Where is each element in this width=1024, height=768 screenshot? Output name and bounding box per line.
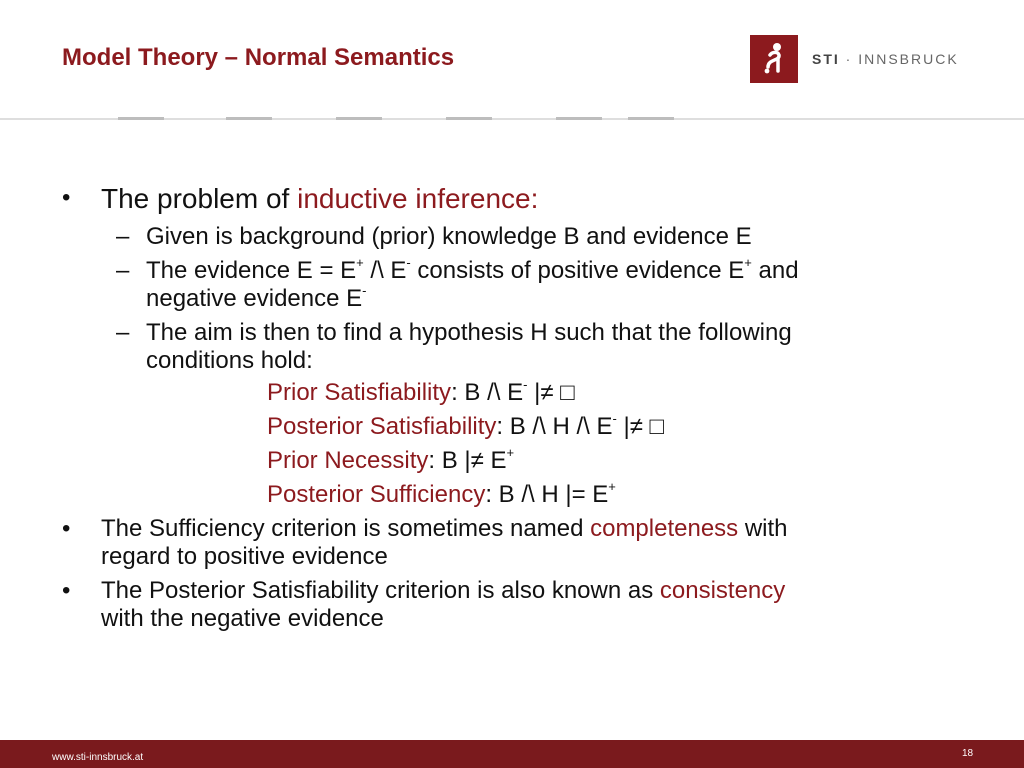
text-fragment: The Posterior Satisfiability criterion is also known as: [101, 577, 660, 604]
condition-posterior-satisfiability: [267, 413, 664, 441]
condition-label: Posterior Sufficiency: [267, 481, 486, 508]
bullet-consistency-line2: with the negative evidence: [101, 605, 384, 632]
sub-evidence-definition: [146, 257, 799, 285]
condition-prior-necessity: [267, 447, 514, 475]
sub-hypothesis-aim-line2: conditions hold:: [146, 347, 313, 374]
condition-prior-satisfiability: [267, 379, 575, 407]
text-fragment: |≠ □: [616, 413, 665, 440]
text-fragment: : B /\ H /\ E: [496, 413, 613, 440]
superscript: -: [612, 411, 617, 426]
condition-label: Posterior Satisfiability: [267, 413, 497, 440]
logo-place-text: INNSBRUCK: [858, 51, 959, 67]
superscript: +: [744, 255, 752, 270]
superscript: +: [608, 479, 616, 494]
slide-title: Model Theory – Normal Semantics: [62, 44, 455, 71]
condition-label: Prior Necessity: [267, 447, 429, 474]
highlight-inductive-inference: inductive inference:: [297, 183, 539, 214]
dash-marker: –: [116, 257, 130, 284]
text-fragment: consists of positive evidence E: [410, 257, 745, 284]
bullet-marker: •: [62, 184, 71, 211]
highlight-consistency: consistency: [659, 577, 786, 604]
condition-label: Prior Satisfiability: [267, 379, 452, 406]
text-fragment: The evidence E = E: [146, 257, 357, 284]
footer-url-link[interactable]: www.sti-innsbruck.at: [52, 752, 144, 763]
superscript: -: [362, 283, 367, 298]
text-fragment: and: [751, 257, 799, 284]
text-fragment: |≠ □: [527, 379, 575, 406]
condition-posterior-sufficiency: [267, 481, 616, 509]
text-fragment: : B /\ H |= E: [485, 481, 609, 508]
text-fragment: negative evidence E: [146, 285, 363, 312]
text-fragment: : B |≠ E: [428, 447, 507, 474]
superscript: +: [506, 445, 515, 460]
bullet-text: The problem of: [101, 183, 298, 214]
sub-evidence-definition-line2: [146, 285, 367, 313]
logo-separator: ·: [839, 51, 859, 67]
dash-marker: –: [116, 223, 130, 250]
bullet-completeness-line2: regard to positive evidence: [101, 543, 388, 570]
text-fragment: : B /\ E: [451, 379, 524, 406]
text-fragment: with: [738, 515, 788, 542]
logo-sti-text: STI: [812, 51, 840, 67]
sub-hypothesis-aim: The aim is then to find a hypothesis H such that the following: [146, 319, 792, 346]
bullet-completeness: [101, 515, 788, 543]
bullet-marker: •: [62, 515, 71, 542]
superscript: -: [406, 255, 411, 270]
bullet-marker: •: [62, 577, 71, 604]
superscript: -: [523, 377, 528, 392]
footer-bar: [0, 740, 1024, 768]
page-number: 18: [962, 748, 974, 759]
highlight-completeness: completeness: [590, 515, 739, 542]
text-fragment: /\ E: [363, 257, 407, 284]
sub-background-knowledge: Given is background (prior) knowledge B and evidence E: [146, 223, 752, 250]
text-fragment: The Sufficiency criterion is sometimes named: [101, 515, 591, 542]
bullet-inductive-inference: [101, 183, 538, 215]
superscript: +: [356, 255, 364, 270]
dash-marker: –: [116, 319, 130, 346]
bullet-consistency: [101, 577, 785, 605]
